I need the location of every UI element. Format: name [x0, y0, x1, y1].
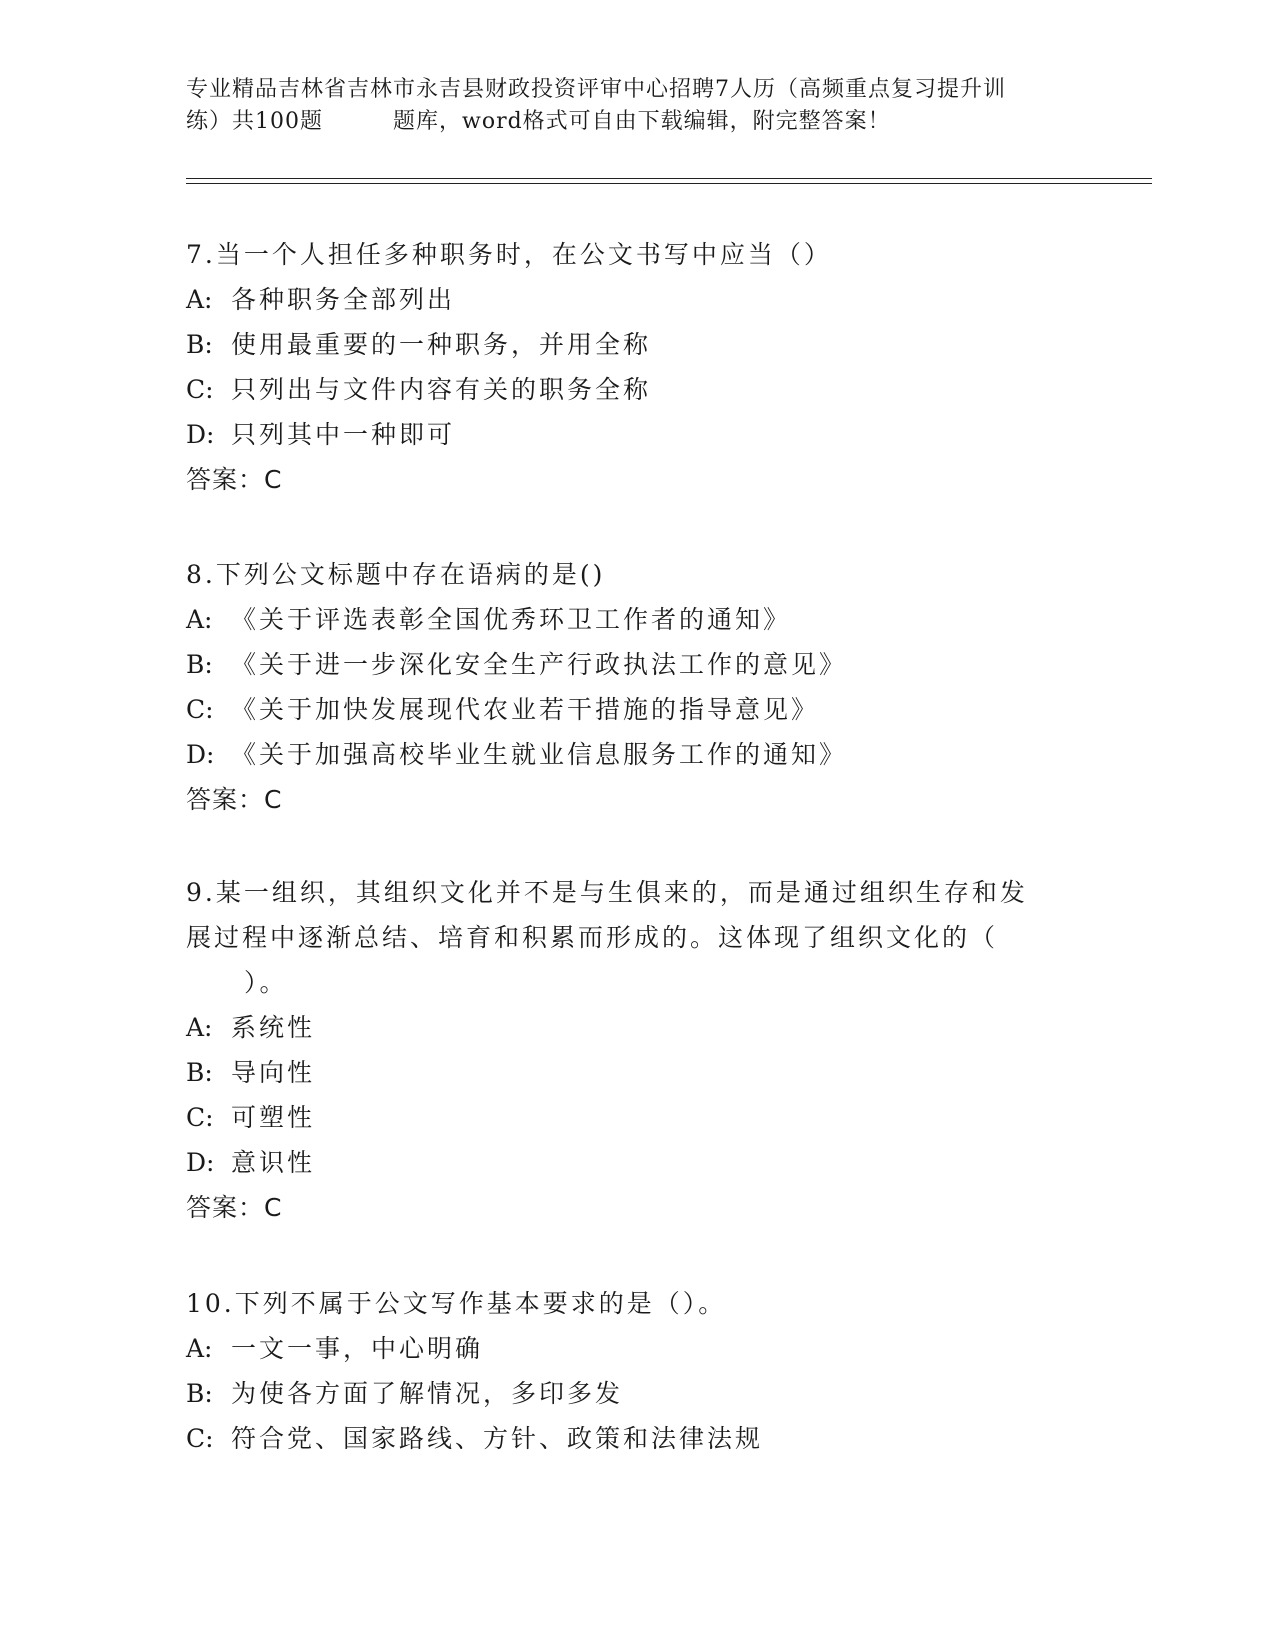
question-8 [186, 552, 1086, 822]
option-text: 系统性 [231, 1013, 316, 1042]
question-stem: 7.当一个人担任多种职务时，在公文书写中应当（） [186, 240, 832, 269]
option-b [186, 322, 1086, 367]
option-d [186, 1140, 1086, 1185]
header-line-2-part-b: 题库，word格式可自由下载编辑，附完整答案！ [393, 109, 891, 134]
option-text: 可塑性 [231, 1103, 316, 1132]
option-text: 《关于加强高校毕业生就业信息服务工作的通知》 [231, 740, 848, 769]
option-text: 一文一事，中心明确 [231, 1334, 484, 1363]
header-line-1: 专业精品吉林省吉林市永吉县财政投资评审中心招聘7人历（高频重点复习提升训 [186, 77, 1006, 102]
option-text: 各种职务全部列出 [231, 285, 456, 314]
question-stem-line-1: 9.某一组织，其组织文化并不是与生俱来的，而是通过组织生存和发 [186, 878, 1028, 907]
option-text: 为使各方面了解情况，多印多发 [231, 1379, 624, 1408]
question-stem: 8.下列公文标题中存在语病的是() [186, 560, 606, 589]
option-letter: C: [186, 1424, 214, 1453]
question-stem-tail: ）。 [244, 968, 288, 997]
option-letter: B: [186, 1379, 213, 1408]
option-b [186, 642, 1086, 687]
option-letter: A: [186, 1013, 213, 1042]
option-letter: A: [186, 605, 213, 634]
option-c [186, 367, 1086, 412]
option-text: 只列其中一种即可 [231, 420, 456, 449]
option-d [186, 412, 1086, 457]
header-line-2-part-a: 练）共100题 [186, 109, 323, 134]
option-letter: B: [186, 1058, 213, 1087]
option-a [186, 1005, 1086, 1050]
option-c [186, 1095, 1086, 1140]
option-letter: C: [186, 1103, 214, 1132]
option-text: 《关于评选表彰全国优秀环卫工作者的通知》 [231, 605, 792, 634]
question-7 [186, 232, 1086, 502]
answer-line: 答案：C [186, 465, 283, 494]
question-9 [186, 870, 1086, 1230]
document-header [186, 74, 1086, 138]
option-letter: A: [186, 1334, 213, 1363]
option-letter: D: [186, 420, 215, 449]
option-a [186, 597, 1086, 642]
option-a [186, 1326, 1086, 1371]
option-b [186, 1050, 1086, 1095]
question-10 [186, 1281, 1086, 1461]
option-c [186, 1416, 1086, 1461]
option-letter: B: [186, 330, 213, 359]
option-text: 导向性 [231, 1058, 316, 1087]
answer-line: 答案：C [186, 785, 283, 814]
question-stem-line-3 [186, 960, 1086, 1005]
option-letter: C: [186, 695, 214, 724]
option-letter: A: [186, 285, 213, 314]
question-stem: 10.下列不属于公文写作基本要求的是（）。 [186, 1289, 727, 1318]
option-b [186, 1371, 1086, 1416]
answer-line: 答案：C [186, 1193, 283, 1222]
option-letter: B: [186, 650, 213, 679]
option-d [186, 732, 1086, 777]
question-stem-line-2: 展过程中逐渐总结、培育和积累而形成的。这体现了组织文化的（ [186, 923, 999, 952]
option-text: 只列出与文件内容有关的职务全称 [231, 375, 652, 404]
option-text: 《关于加快发展现代农业若干措施的指导意见》 [231, 695, 820, 724]
option-text: 《关于进一步深化安全生产行政执法工作的意见》 [231, 650, 848, 679]
header-line-2 [186, 106, 1086, 138]
option-c [186, 687, 1086, 732]
option-letter: D: [186, 740, 215, 769]
option-text: 使用最重要的一种职务，并用全称 [231, 330, 652, 359]
option-text: 符合党、国家路线、方针、政策和法律法规 [231, 1424, 764, 1453]
option-letter: C: [186, 375, 214, 404]
option-text: 意识性 [231, 1148, 316, 1177]
header-divider-top [186, 178, 1152, 179]
option-letter: D: [186, 1148, 215, 1177]
header-divider-bottom [186, 183, 1152, 184]
option-a [186, 277, 1086, 322]
